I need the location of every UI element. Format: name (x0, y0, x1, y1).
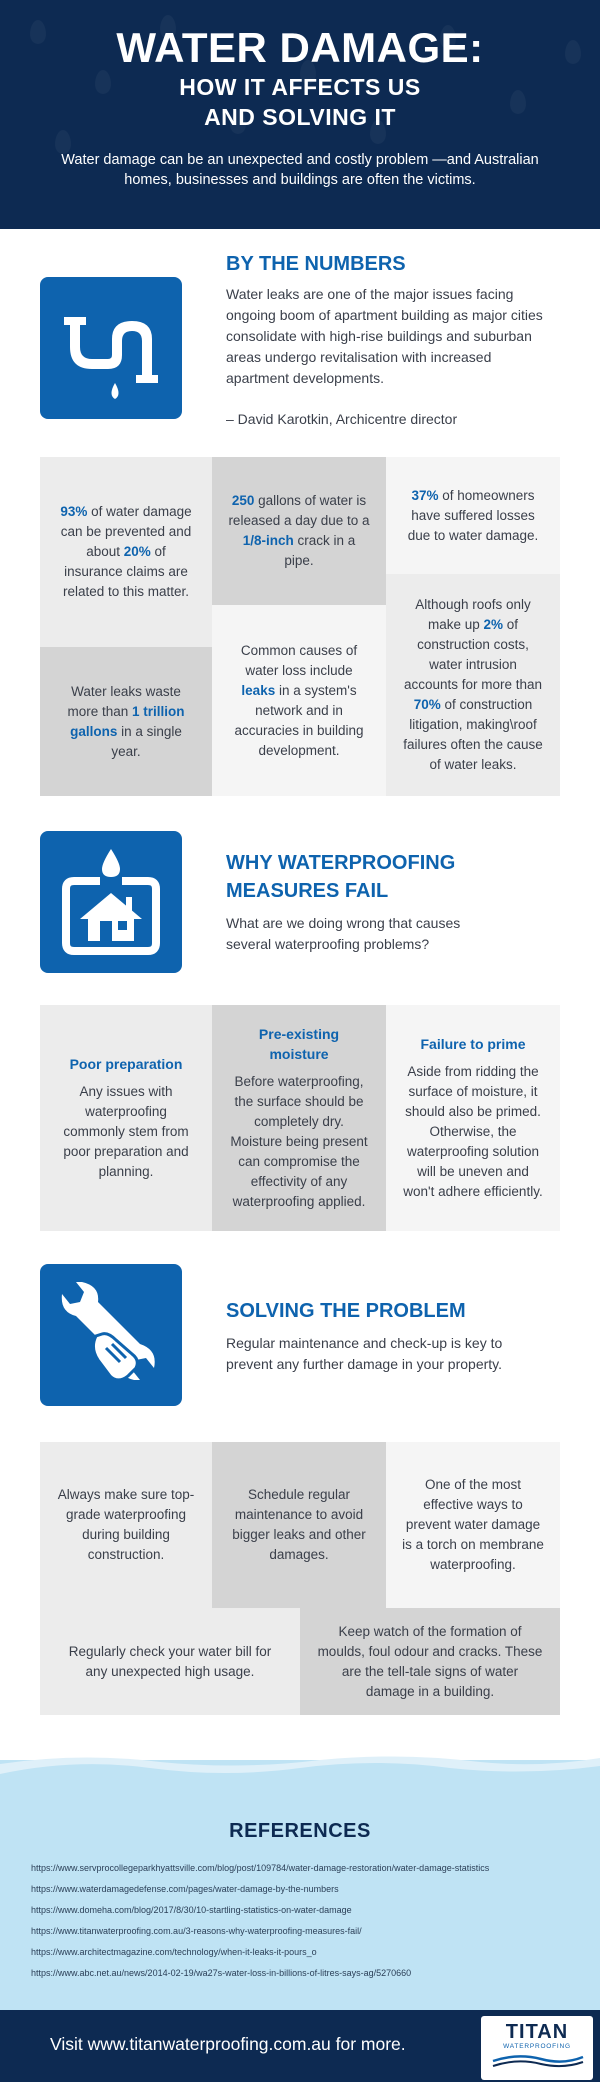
stat-text: 37% of homeowners have suffered losses due to water damage. (407, 487, 539, 543)
logo-wordmark: TITAN (505, 2021, 569, 2043)
tip-text: Regularly check your water bill for any unexpected high usage. (68, 1643, 272, 1679)
tip-cell (40, 1442, 212, 1608)
solve-description: Regular maintenance and check-up is key to prevent any further damage in your property. (226, 1335, 503, 1372)
stat-cell (40, 647, 212, 796)
reference-link[interactable]: https://www.servprocollegeparkhyattsville.com/blog/post/109784/water-damage-restoration/water-damage-statistics (31, 1863, 490, 1873)
tip-text: Always make sure top-grade waterproofing during building construction. (57, 1487, 195, 1562)
reference-link[interactable]: https://www.domeha.com/blog/2017/8/30/10-startling-statistics-on-water-damage (31, 1905, 352, 1915)
stat-cell (212, 457, 386, 605)
quote-attribution: – David Karotkin, Archicentre director (226, 411, 458, 427)
reference-link[interactable]: https://www.titanwaterproofing.com.au/3-reasons-why-waterproofing-measures-fail/ (31, 1926, 362, 1936)
tip-text: Keep watch of the formation of moulds, foul odour and cracks. These are the tell-tale signs of water damage in a building. (317, 1623, 543, 1699)
logo-subtext: WATERPROOFING (503, 2043, 571, 2050)
website-call-to-action[interactable]: Visit www.titanwaterproofing.com.au for more. (50, 2034, 406, 2054)
subtitle-line: AND SOLVING IT (204, 104, 396, 130)
fail-reason-title: Poor preparation (69, 1056, 183, 1072)
reference-link[interactable]: https://www.abc.net.au/news/2014-02-19/wa27s-water-loss-in-billions-of-litres-says-ag/5270660 (31, 1968, 412, 1978)
stat-text: 250 gallons of water is released a day due to a 1/8-inch crack in a pipe. (228, 493, 370, 568)
tip-cell (40, 1608, 300, 1715)
numbers-description: Water leaks are one of the major issues facing ongoing boom of apartment building as major cities consolidate with high-rise buildings and suburban areas undergo revitalisation with increased apartment developments. (226, 286, 543, 386)
references-title: REFERENCES (229, 1820, 371, 1842)
page-subtitle (0, 72, 600, 132)
fail-reason (402, 1034, 544, 1202)
page-title: WATER DAMAGE: (116, 24, 484, 71)
section-title-fail (226, 849, 455, 905)
references-list (31, 1858, 586, 1984)
wave-divider (0, 1756, 600, 1786)
stat-cell (386, 574, 560, 796)
stat-text: Although roofs only make up 2% of construction costs, water intrusion accounts for more than 70% of construction litigation, making\roof failures often the cause of water leaks. (403, 597, 543, 772)
stat-text: Common causes of water loss include leaks in a system's network and in accuracies in building development. (234, 642, 364, 758)
intro-text: Water damage can be an unexpected and costly problem —and Australian homes, businesses and buildings are often the victims. (61, 152, 539, 188)
title-line: WHY WATERPROOFING (226, 852, 456, 874)
fail-reason-card (386, 1005, 560, 1231)
stat-cell (386, 457, 560, 574)
fail-reason (228, 1024, 370, 1212)
tip-cell (386, 1442, 560, 1608)
fail-reason-text: Before waterproofing, the surface should be completely dry. Moisture being present can compromise the effectivity of any waterproofing applied. (230, 1074, 368, 1209)
fail-reason-title: Failure to prime (420, 1036, 526, 1052)
fail-reason-title: Pre-existing moisture (258, 1026, 340, 1062)
reference-link[interactable]: https://www.waterdamagedefense.com/pages/water-damage-by-the-numbers (31, 1884, 339, 1894)
house-water-icon (40, 831, 182, 973)
pipe-leak-icon (40, 277, 182, 419)
reference-link[interactable]: https://www.architectmagazine.com/technology/when-it-leaks-it-pours_o (31, 1947, 317, 1957)
stat-cell (40, 457, 212, 647)
section-title-solve: SOLVING THE PROBLEM (226, 1300, 466, 1322)
tip-text: Schedule regular maintenance to avoid bigger leaks and other damages. (232, 1487, 366, 1562)
tip-text: One of the most effective ways to prevent water damage is a torch on membrane waterproofing. (402, 1477, 544, 1572)
section-title-numbers: BY THE NUMBERS (226, 253, 406, 275)
fail-reason-card (40, 1005, 212, 1231)
fail-reason-text: Aside from ridding the surface of moisture, it should also be primed. Otherwise, the waterproofing solution will be uneven and won't adhere efficiently. (403, 1064, 543, 1199)
logo-wave-icon (487, 2051, 587, 2069)
stat-text: Water leaks waste more than 1 trillion gallons in a single year. (67, 683, 185, 759)
fail-reason (56, 1054, 196, 1182)
subtitle-line: HOW IT AFFECTS US (179, 74, 421, 100)
fail-reason-card (212, 1005, 386, 1231)
tip-cell (212, 1442, 386, 1608)
stat-text: 93% of water damage can be prevented and about 20% of insurance claims are related to this matter. (60, 504, 192, 599)
stat-cell (212, 605, 386, 796)
titan-logo[interactable] (481, 2016, 593, 2080)
title-line: MEASURES FAIL (226, 880, 389, 902)
fail-reason-text: Any issues with waterproofing commonly stem from poor preparation and planning. (63, 1084, 189, 1179)
tip-cell (300, 1608, 560, 1715)
fail-description: What are we doing wrong that causes several waterproofing problems? (226, 915, 461, 952)
footer (0, 2010, 600, 2082)
wrench-hand-icon (40, 1264, 182, 1406)
header (0, 0, 600, 229)
